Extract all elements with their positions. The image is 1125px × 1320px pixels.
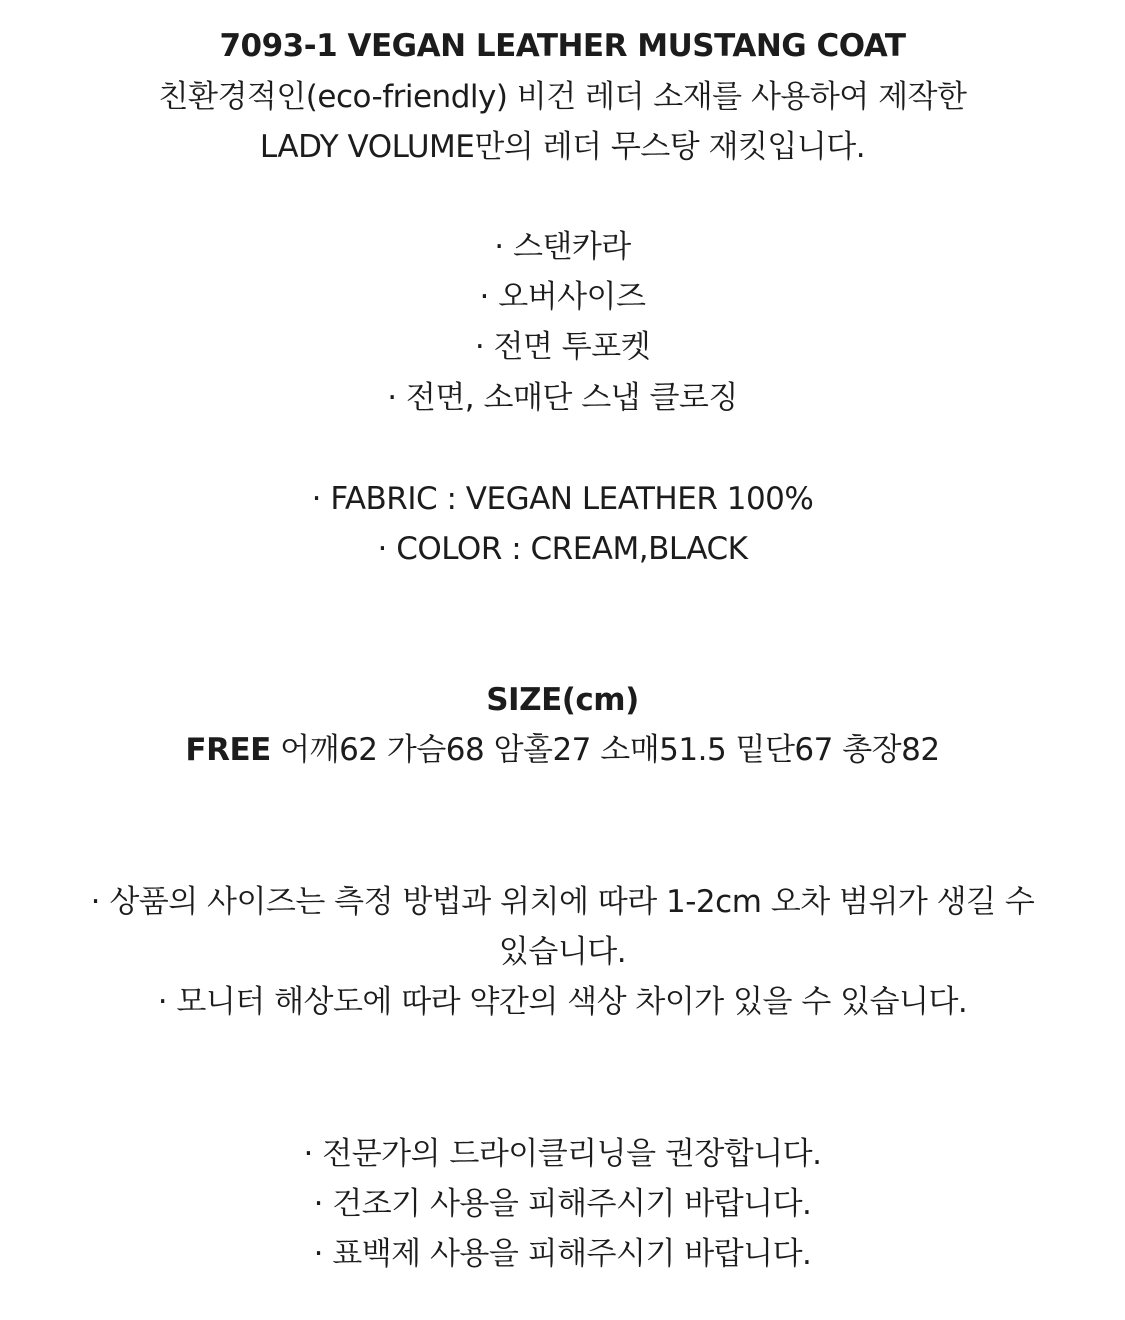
product-title: 7093-1 VEGAN LEATHER MUSTANG COAT <box>219 28 906 64</box>
feature-item: · 전면, 소매단 스냅 클로징 <box>387 380 738 416</box>
intro-line: 친환경적인(eco-friendly) 비건 레더 소재를 사용하여 제작한 <box>158 79 967 115</box>
feature-item: · 스탠카라 <box>494 229 631 265</box>
care-item: · 표백제 사용을 피해주시기 바랍니다. <box>313 1236 812 1272</box>
note-line: 있습니다. <box>498 934 627 970</box>
size-row <box>0 725 1125 775</box>
size-values: 어깨62 가슴68 암홀27 소매51.5 밑단67 총장82 <box>270 732 940 768</box>
feature-item: · 오버사이즈 <box>479 279 646 315</box>
size-label: FREE <box>185 732 271 768</box>
intro-line: LADY VOLUME만의 레더 무스탕 재킷입니다. <box>259 129 866 165</box>
color-spec: · COLOR : CREAM,BLACK <box>377 531 748 567</box>
size-heading: SIZE(cm) <box>486 682 639 718</box>
care-item: · 전문가의 드라이클리닝을 권장합니다. <box>303 1136 822 1172</box>
feature-item: · 전면 투포켓 <box>474 329 651 365</box>
note-line: · 상품의 사이즈는 측정 방법과 위치에 따라 1-2cm 오차 범위가 생길 수 <box>90 884 1035 920</box>
fabric-spec: · FABRIC : VEGAN LEATHER 100% <box>311 481 814 517</box>
care-item: · 건조기 사용을 피해주시기 바랍니다. <box>313 1186 812 1222</box>
note-line: · 모니터 해상도에 따라 약간의 색상 차이가 있을 수 있습니다. <box>157 984 968 1020</box>
